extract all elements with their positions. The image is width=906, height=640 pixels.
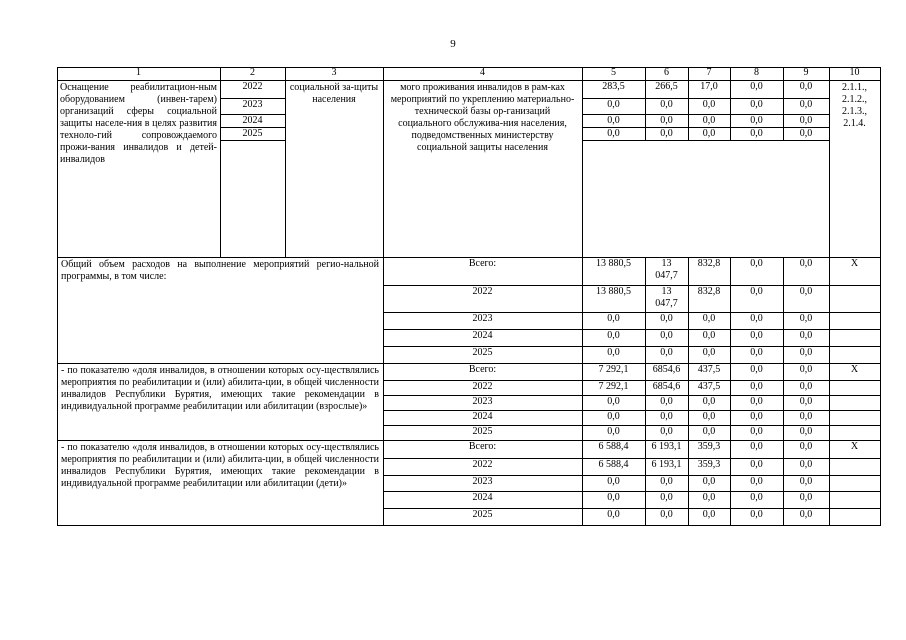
value-cell: 0,0 <box>607 115 620 126</box>
value-other: 0,0 <box>799 492 813 503</box>
value-cell: 283,5 <box>602 81 625 92</box>
value-total: 0,0 <box>607 492 620 503</box>
indicator-adults-label: - по показателю «доля инвалидов, в отношении которых осу-ществлялись мероприятия по реабилитации и (или) абилита-ции, в общей численности инвалидов Республики Бурятия, имеющих такие рекомендации в индивидуальной программе реабилитации или абилитации (взрослые)» <box>61 365 379 412</box>
value-cell: 0,0 <box>750 115 763 126</box>
value-local: 0,0 <box>750 492 763 503</box>
table-rule-vertical <box>880 440 881 526</box>
table-rule-vertical <box>783 440 784 526</box>
table-rule-horizontal <box>383 508 881 509</box>
value-cell: 266,5 <box>655 81 678 92</box>
value-local: 0,0 <box>750 426 763 437</box>
value-regional: 0,0 <box>702 396 716 407</box>
value-local: 0,0 <box>750 411 763 422</box>
value-cell: 0,0 <box>660 115 673 126</box>
value-cell: 0,0 <box>750 99 763 110</box>
value-federal <box>647 258 686 285</box>
value-regional: 0,0 <box>702 313 716 324</box>
table-rule-horizontal <box>220 98 286 99</box>
value-regional: 0,0 <box>702 330 716 341</box>
value-total: 6 588,4 <box>598 441 629 452</box>
value-regional: 0,0 <box>702 509 716 520</box>
table-rule-horizontal <box>57 525 881 526</box>
table-rule-vertical <box>582 363 583 441</box>
value-cell: 0,0 <box>750 128 763 139</box>
row-label: 2025 <box>472 426 493 437</box>
column-header-7: 7 <box>706 67 712 78</box>
table-rule-vertical <box>645 363 646 441</box>
value-federal: 0,0 <box>660 411 673 422</box>
value-total: 7 292,1 <box>598 381 629 392</box>
value-total: 7 292,1 <box>598 364 629 375</box>
value-total: 13 880,5 <box>596 258 631 269</box>
value-cell: 0,0 <box>607 128 620 139</box>
value-other: 0,0 <box>799 286 813 297</box>
value-regional: 832,8 <box>697 286 721 297</box>
year-cell: 2023 <box>242 99 263 110</box>
value-regional: 359,3 <box>697 459 721 470</box>
row-label: 2023 <box>472 396 493 407</box>
value-regional: 0,0 <box>702 492 716 503</box>
row-label: 2022 <box>472 286 493 297</box>
table-rule-vertical <box>829 67 830 141</box>
value-other: 0,0 <box>799 330 813 341</box>
row-label: 2024 <box>472 411 493 422</box>
value-regional: 0,0 <box>702 347 716 358</box>
value-federal <box>647 347 686 363</box>
table-rule-vertical <box>645 440 646 526</box>
table-rule-vertical <box>383 363 384 441</box>
table-rule-horizontal <box>383 425 881 426</box>
table-rule-vertical <box>783 363 784 441</box>
value-total: 0,0 <box>607 396 620 407</box>
value-other: 0,0 <box>799 459 813 470</box>
value-total: 0,0 <box>607 509 620 520</box>
table-rule-horizontal <box>383 410 881 411</box>
value-federal: 6 193,1 <box>651 459 682 470</box>
table-rule-horizontal <box>582 140 830 141</box>
table-rule-vertical <box>383 67 384 258</box>
value-local: 0,0 <box>750 381 763 392</box>
value-regional: 0,0 <box>702 476 716 487</box>
row-label: 2022 <box>472 381 493 392</box>
value-total: 0,0 <box>607 313 620 324</box>
row-label: Всего: <box>468 441 497 452</box>
table-rule-horizontal <box>220 114 286 115</box>
value-local: 0,0 <box>750 441 763 452</box>
column-header-4: 4 <box>480 67 485 78</box>
value-local: 0,0 <box>750 509 763 520</box>
column-header-1: 1 <box>136 67 141 78</box>
value-other: 0,0 <box>799 381 813 392</box>
value-federal-line1: 0,0 <box>660 330 673 341</box>
value-federal: 0,0 <box>660 492 673 503</box>
year-cell: 2025 <box>242 128 263 139</box>
table-rule-vertical <box>688 363 689 441</box>
table-rule-vertical <box>57 257 58 364</box>
value-cell: 0,0 <box>799 115 813 126</box>
value-cell: 0,0 <box>799 99 813 110</box>
row-label: 2022 <box>472 459 493 470</box>
indicator-mark: Х <box>850 258 859 269</box>
indicator-mark: Х <box>850 364 859 375</box>
table-rule-horizontal <box>383 285 881 286</box>
table-rule-horizontal <box>220 140 286 141</box>
value-total: 0,0 <box>607 411 620 422</box>
total-expenses-label: Общий объем расходов на выполнение мероприятий регио-нальной программы, в том числе: <box>61 259 379 282</box>
column-header-3: 3 <box>331 67 337 78</box>
value-total: 0,0 <box>607 476 620 487</box>
table-rule-horizontal <box>383 458 881 459</box>
table-rule-vertical <box>688 440 689 526</box>
year-cell: 2022 <box>242 81 263 92</box>
table-rule-horizontal <box>582 127 830 128</box>
table-rule-vertical <box>783 67 784 141</box>
column-header-5: 5 <box>611 67 616 78</box>
value-federal: 0,0 <box>660 476 673 487</box>
value-other: 0,0 <box>799 313 813 324</box>
value-regional: 832,8 <box>697 258 721 269</box>
value-federal: 0,0 <box>660 426 673 437</box>
table-rule-vertical <box>220 67 221 258</box>
value-local: 0,0 <box>750 459 763 470</box>
value-other: 0,0 <box>799 411 813 422</box>
value-regional: 437,5 <box>697 381 721 392</box>
table-rule-vertical <box>880 67 881 258</box>
table-rule-vertical <box>730 257 731 364</box>
table-rule-vertical <box>829 140 830 258</box>
table-rule-horizontal <box>582 114 830 115</box>
table-rule-vertical <box>285 67 286 258</box>
value-local: 0,0 <box>750 347 763 358</box>
value-cell: 17,0 <box>700 81 718 92</box>
value-federal-line2: 047,7 <box>655 270 678 281</box>
column-header-8: 8 <box>754 67 759 78</box>
table-rule-horizontal <box>383 475 881 476</box>
value-local: 0,0 <box>750 286 763 297</box>
value-federal-line1: 0,0 <box>660 347 673 358</box>
row-label: Всего: <box>468 258 497 269</box>
table-rule-horizontal <box>383 312 881 313</box>
value-local: 0,0 <box>750 364 763 375</box>
table-rule-vertical <box>57 363 58 441</box>
table-rule-vertical <box>688 67 689 141</box>
row-label: 2025 <box>472 347 493 358</box>
value-cell: 0,0 <box>702 99 716 110</box>
value-federal <box>647 313 686 329</box>
table-rule-vertical <box>582 257 583 364</box>
value-total: 6 588,4 <box>598 459 629 470</box>
value-federal: 6854,6 <box>652 364 681 375</box>
value-total: 13 880,5 <box>596 286 631 297</box>
row-label: 2023 <box>472 476 493 487</box>
table-rule-vertical <box>730 67 731 141</box>
value-total: 0,0 <box>607 426 620 437</box>
value-cell: 0,0 <box>607 99 620 110</box>
value-local: 0,0 <box>750 258 763 269</box>
table-rule-vertical <box>645 67 646 141</box>
value-federal: 0,0 <box>660 509 673 520</box>
activity-description: Оснащение реабилитацион-ным оборудованием (инвен-тарем) организаций сферы социальной защиты населе-ния в целях развития техноло-гий сопровождаемого прожи-вания инвалидов и детей-инвалидов <box>60 82 217 165</box>
value-total: 0,0 <box>607 330 620 341</box>
table-rule-horizontal <box>383 346 881 347</box>
value-federal-line1: 0,0 <box>660 313 673 324</box>
table-rule-vertical <box>880 257 881 364</box>
value-cell: 0,0 <box>660 128 673 139</box>
value-other: 0,0 <box>799 347 813 358</box>
page-number: 9 <box>450 38 456 50</box>
value-local: 0,0 <box>750 330 763 341</box>
indicator-mark: Х <box>850 441 859 452</box>
table-rule-horizontal <box>383 491 881 492</box>
activity-purpose: мого проживания инвалидов в рам-ках мероприятий по укреплению материально-технической базы ор-ганизаций социального обслужива-ния населения, подведомственных министерству социальной защиты населения <box>390 82 575 153</box>
table-rule-vertical <box>57 440 58 526</box>
table-rule-vertical <box>582 67 583 258</box>
value-cell: 0,0 <box>750 81 763 92</box>
value-federal <box>647 286 686 312</box>
table-rule-horizontal <box>582 98 830 99</box>
value-cell: 0,0 <box>799 128 813 139</box>
value-regional: 437,5 <box>697 364 721 375</box>
value-federal: 0,0 <box>660 396 673 407</box>
value-cell: 0,0 <box>799 81 813 92</box>
table-rule-vertical <box>829 440 830 526</box>
year-cell: 2024 <box>242 115 263 126</box>
value-other: 0,0 <box>799 509 813 520</box>
table-rule-horizontal <box>383 380 881 381</box>
value-regional: 0,0 <box>702 411 716 422</box>
indicator-children-label: - по показателю «доля инвалидов, в отношении которых осу-ществлялись мероприятия по реабилитации и (или) абилита-ции, в общей численности инвалидов Республики Бурятия, имеющих такие рекомендации в индивидуальной программе реабилитации или абилитации (дети)» <box>61 442 379 489</box>
value-federal: 6 193,1 <box>651 441 682 452</box>
value-other: 0,0 <box>799 258 813 269</box>
table-rule-vertical <box>783 257 784 364</box>
value-local: 0,0 <box>750 313 763 324</box>
row-label: 2025 <box>472 509 493 520</box>
value-local: 0,0 <box>750 476 763 487</box>
value-regional: 0,0 <box>702 426 716 437</box>
table-rule-vertical <box>730 440 731 526</box>
column-header-2: 2 <box>250 67 255 78</box>
value-cell: 0,0 <box>702 115 716 126</box>
value-cell: 0,0 <box>702 128 716 139</box>
value-regional: 359,3 <box>697 441 721 452</box>
column-header-6: 6 <box>664 67 669 78</box>
value-total: 0,0 <box>607 347 620 358</box>
table-rule-vertical <box>383 257 384 364</box>
column-header-9: 9 <box>803 67 809 78</box>
table-rule-horizontal <box>220 127 286 128</box>
table-rule-vertical <box>383 440 384 526</box>
value-local: 0,0 <box>750 396 763 407</box>
table-rule-vertical <box>829 257 830 364</box>
table-rule-horizontal <box>383 395 881 396</box>
table-rule-vertical <box>880 363 881 441</box>
table-rule-vertical <box>688 257 689 364</box>
executor-cell: социальной за-щиты населения <box>289 82 379 105</box>
value-other: 0,0 <box>799 364 813 375</box>
value-federal-line1: 13 <box>661 286 672 297</box>
table-rule-horizontal <box>383 329 881 330</box>
table-rule-vertical <box>57 67 58 258</box>
column-header-10: 10 <box>849 67 860 78</box>
table-rule-vertical <box>829 363 830 441</box>
value-federal-line2: 047,7 <box>655 298 678 309</box>
value-cell: 0,0 <box>660 99 673 110</box>
value-other: 0,0 <box>799 426 813 437</box>
table-rule-vertical <box>582 440 583 526</box>
value-other: 0,0 <box>799 476 813 487</box>
value-federal <box>647 330 686 346</box>
row-label: 2024 <box>472 330 493 341</box>
row-label: 2024 <box>472 492 493 503</box>
value-federal-line1: 13 <box>661 258 672 269</box>
indicator-refs: 2.1.1., 2.1.2., 2.1.3., 2.1.4. <box>842 82 867 129</box>
table-rule-vertical <box>645 257 646 364</box>
value-other: 0,0 <box>799 396 813 407</box>
value-federal: 6854,6 <box>652 381 681 392</box>
row-label: Всего: <box>468 364 497 375</box>
value-other: 0,0 <box>799 441 813 452</box>
row-label: 2023 <box>472 313 493 324</box>
table-rule-vertical <box>730 363 731 441</box>
